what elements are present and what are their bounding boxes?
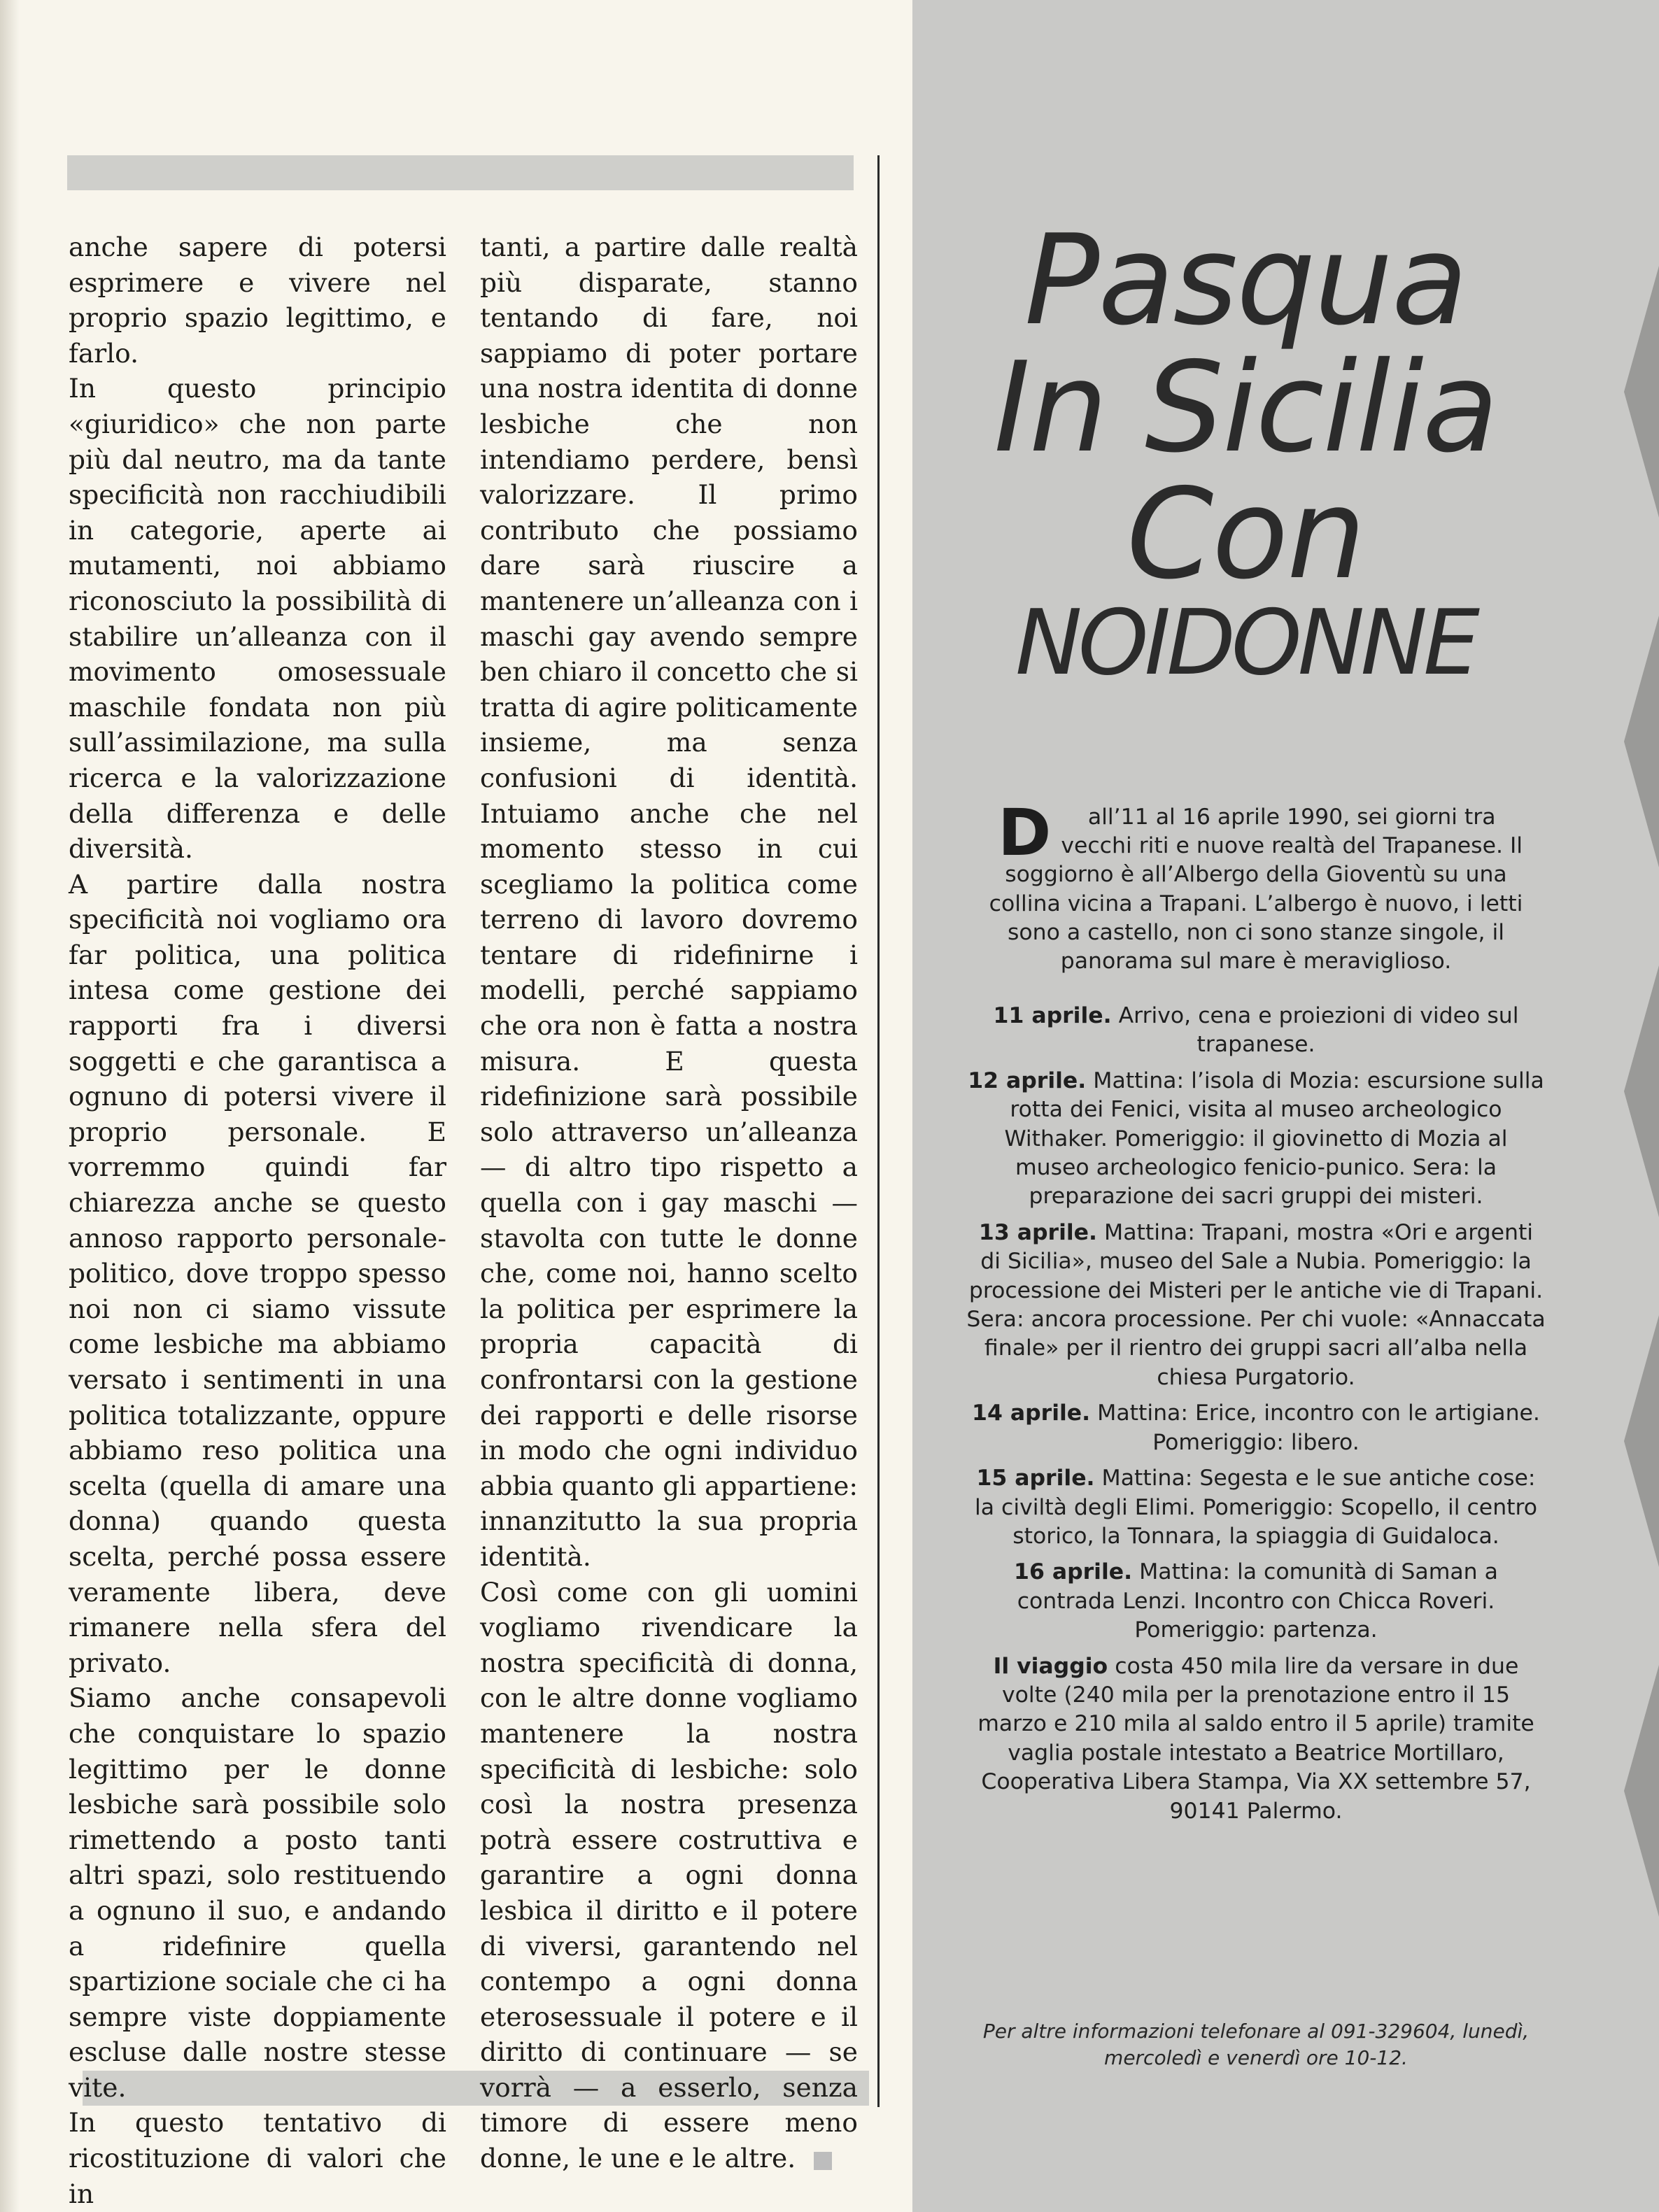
schedule-item <box>966 1219 1546 1392</box>
col2-paragraph-2-text: Così come con gli uomini vogliamo rivendicare la nostra specificità di donna, con le altre donne vogliamo mantenere la nostra specificità di lesbiche: solo così la nostra presenza potrà essere costruttiva e garantire a ogni donna lesbica il diritto e il potere di viversi, garantendo nel contempo a ogni donna eterosessuale il potere e il diritto di continuare — se vorrà — a esserlo, senza timore di essere meno donne, le une e le altre. <box>480 1576 858 2174</box>
schedule-day: 11 aprile. <box>993 1003 1112 1028</box>
end-of-article-square-icon <box>814 2152 832 2170</box>
trip-schedule <box>966 1002 1546 1833</box>
article-column-1 <box>69 229 446 2211</box>
page-gutter-shadow <box>0 0 20 2212</box>
col1-paragraph-4: Siamo anche consapevoli che conquistare lo spazio legittimo per le donne lesbiche sarà possibile solo rimettendo a posto tanti altri spazi, solo restituendo a ognuno il suo, e andando a ridefinire quella spartizione sociale che ci ha sempre viste doppiamente escluse dalle nostre stesse vite. <box>69 1682 446 2103</box>
schedule-item <box>966 1067 1546 1212</box>
title-line-2: In Sicilia <box>994 334 1497 480</box>
schedule-item <box>966 1558 1546 1645</box>
col2-paragraph-1: tanti, a partire dalle realtà più disparate, stanno tentando di fare, noi sappiamo di poter portare una nostra identita di donne lesbiche che non intendiamo perdere, bensì valorizzare. Il primo contributo che possiamo dare sarà riuscire a mantenere un’alleanza con i maschi gay avendo sempre ben chiaro il concetto che si tratta di agire politicamente insieme, ma senza confusioni di identità. Intuiamo anche che nel momento stesso in cui scegliamo la politica come terreno di lavoro dovremo tentare di ridefinirne i modelli, perché sappiamo che ora non è fatta a nostra misura. E questa ridefinizione sarà possibile solo attraverso un’alleanza — di altro tipo rispetto a quella con i gay maschi — stavolta con tutte le donne che, come noi, hanno scelto la politica per esprimere la propria capacità di confrontarsi con la gestione dei rapporti e delle risorse in modo che ogni individuo abbia quanto gli appartiene: innanzitutto la sua propria identità. <box>480 232 858 1572</box>
schedule-day: 14 aprile. <box>972 1401 1091 1426</box>
col1-paragraph-3: A partire dalla nostra specificità noi vogliamo ora far politica, una politica intesa come gestione dei rapporti fra i diversi soggetti e che garantisca a ognuno di potersi vivere il proprio personale. E vorremmo quindi far chiarezza anche se questo annoso rapporto personale-politico, dove troppo spesso noi non ci siamo vissute come lesbiche ma abbiamo versato i sentimenti in una politica totalizzante, oppure abbiamo reso politica una scelta (quella di amare una donna) quando questa scelta, perché possa essere veramente libera, deve rimanere nella sfera del privato. <box>69 868 446 1678</box>
schedule-day: 16 aprile. <box>1014 1559 1133 1585</box>
top-gray-bar <box>67 155 854 190</box>
schedule-text: Mattina: Trapani, mostra «Ori e argenti di Sicilia», museo del Sale a Nubia. Pomeriggio: la processione dei Misteri per le antiche vie di Trapani. Sera: ancora processione. Per chi vuole: «Annaccata finale» per il rientro dei gruppi sacri all’alba nella chiesa Purgatorio. <box>966 1219 1546 1390</box>
schedule-day: 15 aprile. <box>976 1466 1095 1491</box>
schedule-item <box>966 1002 1546 1060</box>
col2-paragraph-2 <box>480 1575 858 2176</box>
schedule-day: 13 aprile. <box>978 1219 1097 1245</box>
title-line-1: Pasqua <box>1024 208 1467 353</box>
schedule-text: Mattina: Segesta e le sue antiche cose: la civiltà degli Elimi. Pomeriggio: Scopello, il centro storico, la Tonnara, la spiaggia di Guidaloca. <box>974 1466 1538 1549</box>
sidebar-intro <box>987 795 1525 976</box>
schedule-text: Mattina: l’isola di Mozia: escursione sulla rotta dei Fenici, visita al museo archeologico Withaker. Pomeriggio: il giovinetto di Mozia al museo archeologico fenicio-punico. Sera: la preparazione dei sacri gruppi dei misteri. <box>1004 1068 1544 1210</box>
col1-paragraph-2: In questo principio «giuridico» che non parte più dal neutro, ma da tante specificità non racchiudibili in categorie, aperte ai mutamenti, noi abbiamo riconosciuto la possibilità di stabilire un’alleanza con il movimento omosessuale maschile fondata non più sull’assimilazione, ma sulla ricerca e la valorizzazione della differenza e delle diversità. <box>69 373 446 865</box>
schedule-item <box>966 1399 1546 1457</box>
intro-dropcap: D <box>998 795 1052 870</box>
sidebar-title <box>931 208 1560 695</box>
schedule-text: Mattina: Erice, incontro con le artigiane. Pomeriggio: libero. <box>1090 1401 1540 1455</box>
column-divider-rule <box>877 155 880 2107</box>
schedule-text: Mattina: la comunità di Saman a contrada Lenzi. Incontro con Chicca Roveri. Pomeriggio: partenza. <box>1017 1559 1498 1643</box>
schedule-day: 12 aprile. <box>968 1068 1087 1093</box>
schedule-text: Arrivo, cena e proiezioni di video sul trapanese. <box>1111 1003 1519 1058</box>
article-column-2 <box>480 229 858 2176</box>
title-line-4: NOIDONNE <box>1015 590 1476 695</box>
trip-cost-label: Il viaggio <box>993 1653 1108 1679</box>
trip-cost-text: costa 450 mila lire da versare in due volte (240 mila per la prenotazione entro il 15 marzo e 210 mila al saldo entro il 5 aprile) tramite vaglia postale intestato a Beatrice Mortillaro, Cooperativa Libera Stampa, Via XX settembre 57, 90141 Palermo. <box>977 1653 1534 1824</box>
zigzag-edge-decoration <box>1610 0 1659 2212</box>
col1-paragraph-1: anche sapere di potersi esprimere e vivere nel proprio spazio legittimo, e farlo. <box>69 232 446 369</box>
contact-note: Per altre informazioni telefonare al 091-329604, lunedì, mercoledì e venerdì ore 10-12. <box>982 2020 1530 2069</box>
intro-text: all’11 al 16 aprile 1990, sei giorni tra vecchi riti e nuove realtà del Trapanese. Il soggiorno è all’Albergo della Gioventù su una collina vicina a Trapani. L’albergo è nuovo, i letti sono a castello, non ci sono stanze singole, il panorama sul mare è meraviglioso. <box>989 804 1523 974</box>
col1-paragraph-5: In questo tentativo di ricostituzione di valori che in <box>69 2107 446 2209</box>
trip-cost <box>966 1652 1546 1826</box>
title-line-3: Con <box>1126 462 1364 607</box>
schedule-item <box>966 1464 1546 1551</box>
